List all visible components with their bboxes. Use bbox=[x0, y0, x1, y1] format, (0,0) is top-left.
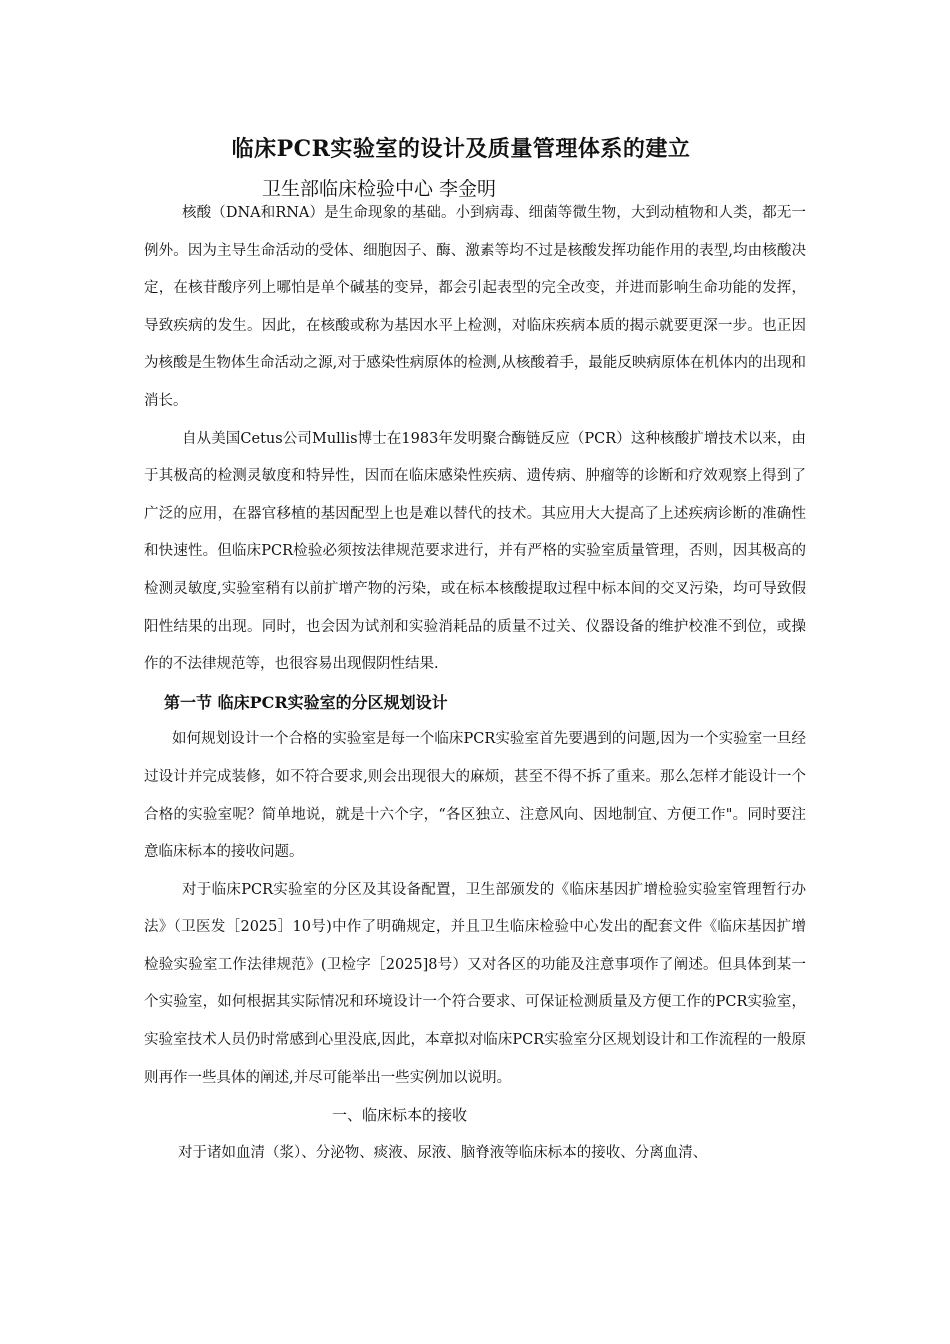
document-title: 临床PCR实验室的设计及质量管理体系的建立 bbox=[231, 136, 691, 162]
author-byline: 卫生部临床检验中心 李金明 bbox=[262, 178, 497, 200]
body-paragraph: 自从美国Cetus公司Mullis博士在1983年发明聚合酶链反应（PCR）这种核酸扩增技术以来，由于其极高的检测灵敏度和特异性，因而在临床感染性疾病、遗传病、肿瘤等的诊断和疗效观察上得到了广泛的应用，在器官移植的基因配型上也是难以替代的技术。其应用大大提高了上述疾病诊断的准确性和快速性。但临床PCR检验必须按法律规范要求进行，并有严格的实验室质量管理，否则，因其极高的检测灵敏度,实验室稍有以前扩增产物的污染，或在标本核酸提取过程中标本间的交叉污染，均可导致假阳性结果的出现。同时，也会因为试剂和实验消耗品的质量不过关、仪器设备的维护校准不到位，或操作的不法律规范等，也很容易出现假阴性结果. bbox=[144, 430, 806, 673]
subsection-heading: 一、临床标本的接收 bbox=[332, 1106, 468, 1125]
body-paragraph: 核酸（DNA和RNA）是生命现象的基础。小到病毒、细菌等微生物，大到动植物和人类，都无一例外。因为主导生命活动的受体、细胞因子、酶、激素等均不过是核酸发挥功能作用的表型,均由核酸决定，在核苷酸序列上哪怕是单个碱基的变异，都会引起表型的完全改变，并进而影响生命功能的发挥，导致疾病的发生。因此，在核酸或称为基因水平上检测，对临床疾病本质的揭示就要更深一步。也正因为核酸是生物体生命活动之源,对于感染性病原体的检测,从核酸着手，最能反映病原体在机体内的出现和消长。 bbox=[144, 205, 806, 409]
document-body bbox=[144, 195, 806, 1172]
section-heading: 第一节 临床PCR实验室的分区规划设计 bbox=[164, 692, 448, 712]
body-paragraph: 如何规划设计一个合格的实验室是每一个临床PCR实验室首先要遇到的问题,因为一个实验室一旦经过设计并完成装修，如不符合要求,则会出现很大的麻烦，甚至不得不拆了重来。那么怎样才能设计一个合格的实验室呢？简单地说，就是十六个字，“各区独立、注意风向、因地制宜、方便工作"。同时要注意临床标本的接收问题。 bbox=[144, 731, 806, 861]
body-paragraph: 对于临床PCR实验室的分区及其设备配置，卫生部颁发的《临床基因扩增检验实验室管理暂行办法》（卫医发［2025］10号)中作了明确规定，并且卫生临床检验中心发出的配套文件《临床基因扩增检验实验室工作法律规范》(卫检字［2025]8号）又对各区的功能及注意事项作了阐述。但具体到某一个实验室，如何根据其实际情况和环境设计一个符合要求、可保证检测质量及方便工作的PCR实验室，实验室技术人员仍时常感到心里没底,因此，本章拟对临床PCR实验室分区规划设计和工作流程的一般原则再作一些具体的阐述,并尽可能举出一些实例加以说明。 bbox=[144, 881, 806, 1086]
body-paragraph: 对于诸如血清（浆）、分泌物、痰液、尿液、脑脊液等临床标本的接收、分离血清、 bbox=[178, 1144, 708, 1161]
